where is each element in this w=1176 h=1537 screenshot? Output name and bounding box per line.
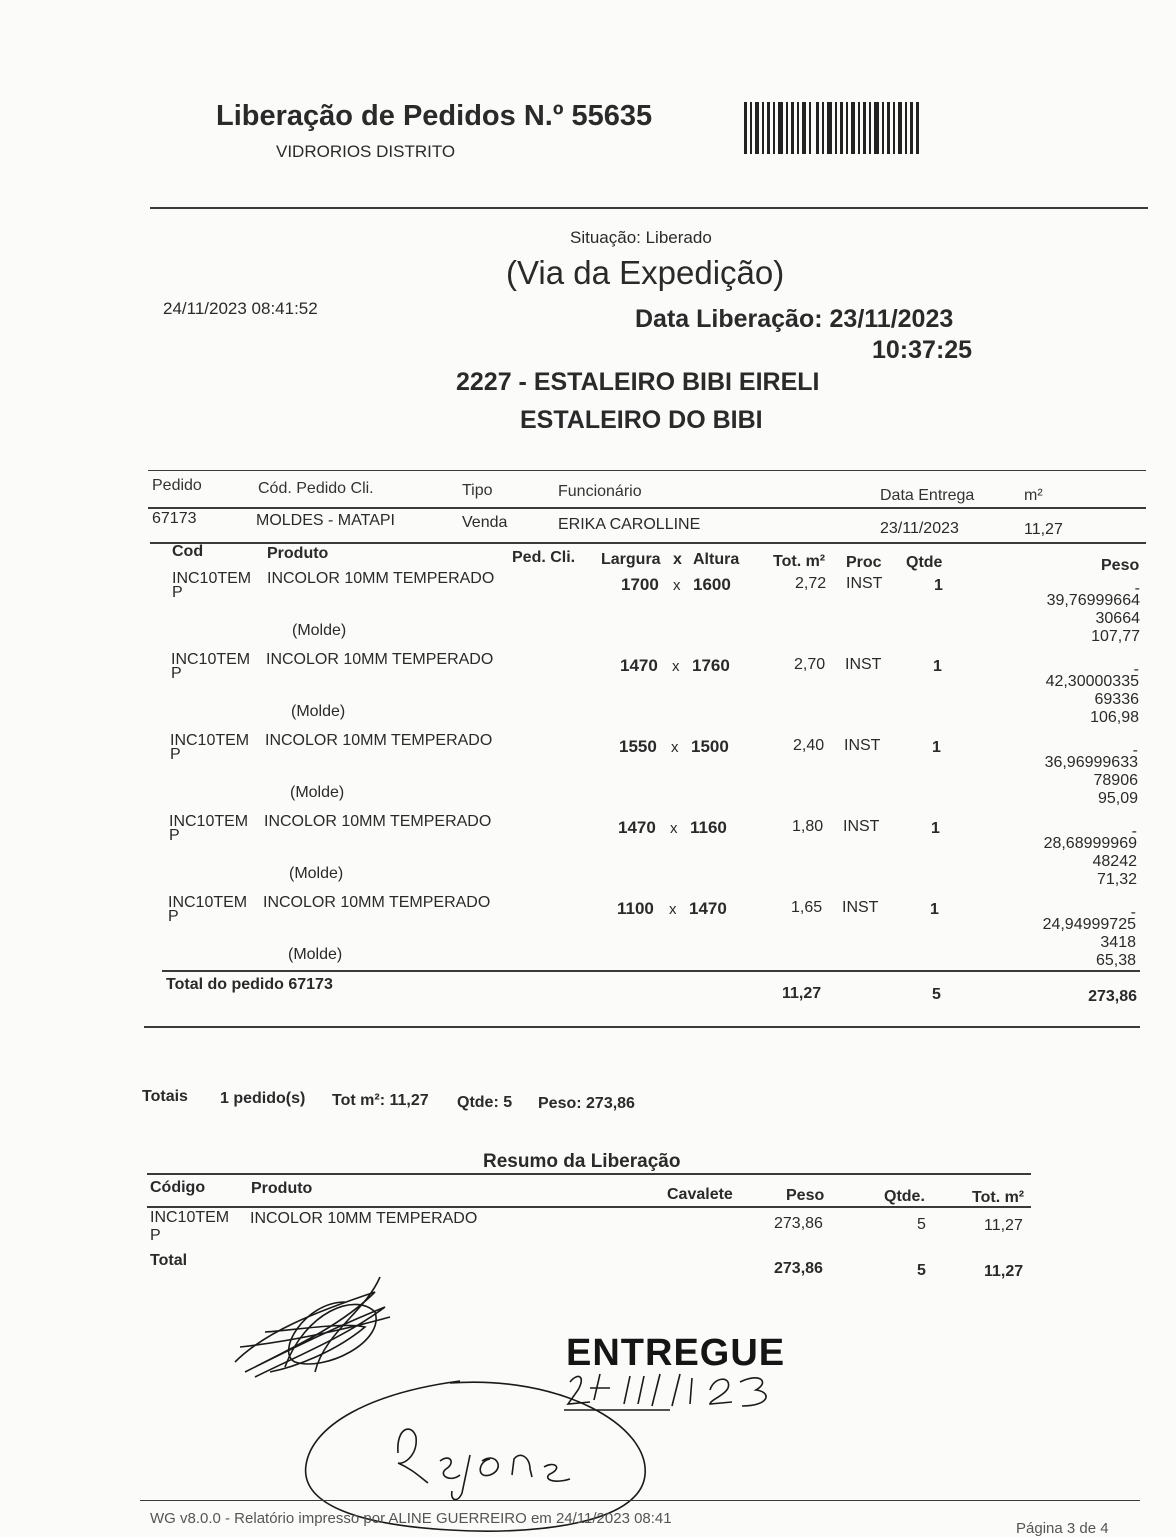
item-cod-cont: P xyxy=(169,827,180,844)
resumo-col-qtde: Qtde. xyxy=(884,1188,925,1205)
divider xyxy=(148,507,1146,509)
resumo-row-peso: 273,86 xyxy=(774,1215,823,1232)
item-produto: INCOLOR 10MM TEMPERADO xyxy=(266,651,494,668)
item-peso: - xyxy=(1134,580,1140,597)
via-label: (Via da Expedição) xyxy=(506,254,785,291)
order-total-m2: 11,27 xyxy=(782,985,822,1002)
item-peso: 71,32 xyxy=(1096,871,1137,888)
item-peso: - xyxy=(1131,823,1137,840)
item-altura: 1470 xyxy=(689,899,727,918)
order-total-qtde: 5 xyxy=(932,986,941,1003)
item-tot-m2: 1,65 xyxy=(791,899,823,916)
item-col-largura: Largura xyxy=(601,551,661,568)
item-produto: INCOLOR 10MM TEMPERADO xyxy=(265,732,493,749)
item-produto: INCOLOR 10MM TEMPERADO xyxy=(263,894,491,911)
item-col-ped-cli: Ped. Cli. xyxy=(512,549,576,566)
order-total-peso: 273,86 xyxy=(1088,988,1137,1005)
order-type: Venda xyxy=(462,514,508,531)
resumo-col-produto: Produto xyxy=(251,1180,313,1197)
item-altura: 1760 xyxy=(692,656,730,675)
client-name: 2227 - ESTALEIRO BIBI EIRELI xyxy=(456,368,820,396)
resumo-col-codigo: Código xyxy=(150,1179,206,1196)
item-qtde: 1 xyxy=(930,901,939,918)
totais-qtde: Qtde: 5 xyxy=(457,1094,513,1111)
item-col-proc: Proc xyxy=(846,554,882,571)
col-cod-pedido-cli: Cód. Pedido Cli. xyxy=(258,480,374,497)
resumo-col-peso: Peso xyxy=(786,1187,825,1204)
item-peso: 24,94999725 xyxy=(1042,916,1136,933)
item-peso: 48242 xyxy=(1092,853,1137,870)
totais-pedidos: 1 pedido(s) xyxy=(220,1090,306,1107)
item-proc: INST xyxy=(846,575,883,592)
item-molde-note: (Molde) xyxy=(290,784,345,801)
divider xyxy=(148,470,1146,471)
item-tot-m2: 2,72 xyxy=(795,575,827,592)
col-m2: m² xyxy=(1024,487,1043,504)
item-col-peso: Peso xyxy=(1101,557,1140,574)
item-peso: 30664 xyxy=(1095,610,1140,627)
item-peso: 3418 xyxy=(1100,934,1136,951)
item-largura: 1470 xyxy=(620,656,658,675)
divider xyxy=(150,207,1148,209)
item-col-produto: Produto xyxy=(267,545,329,562)
item-peso: 28,68999969 xyxy=(1043,835,1137,852)
col-funcionario: Funcionário xyxy=(558,483,642,500)
divider xyxy=(150,542,1146,544)
order-m2: 11,27 xyxy=(1024,521,1063,538)
document-title: Liberação de Pedidos N.º 55635 xyxy=(216,100,653,132)
resumo-total-tot: 11,27 xyxy=(984,1263,1024,1280)
item-qtde: 1 xyxy=(933,658,942,675)
data-liberacao: Data Liberação: 23/11/2023 xyxy=(635,305,954,333)
item-largura: 1100 xyxy=(617,899,654,918)
item-tot-m2: 2,70 xyxy=(794,656,826,673)
item-largura: 1470 xyxy=(618,818,656,837)
barcode-image xyxy=(744,102,920,156)
item-proc: INST xyxy=(845,656,882,673)
item-x: x xyxy=(672,658,680,675)
divider xyxy=(162,970,1140,972)
divider xyxy=(147,1206,1031,1208)
item-x: x xyxy=(671,739,679,756)
item-x: x xyxy=(673,577,681,594)
footer-report-info: WG v8.0.0 - Relatório impresso por ALINE GUERREIRO em 24/11/2023 08:41 xyxy=(150,1510,672,1527)
item-largura: 1700 xyxy=(621,575,659,594)
resumo-total-label: Total xyxy=(150,1252,188,1269)
resumo-total-peso: 273,86 xyxy=(774,1260,823,1277)
item-peso: - xyxy=(1130,904,1136,921)
item-x: x xyxy=(669,901,677,918)
item-x: x xyxy=(670,820,678,837)
totais-tot-m2: Tot m²: 11,27 xyxy=(332,1092,429,1109)
item-cod: INC10TEM xyxy=(168,894,248,911)
hora-liberacao: 10:37:25 xyxy=(872,336,973,364)
item-produto: INCOLOR 10MM TEMPERADO xyxy=(264,813,492,830)
item-molde-note: (Molde) xyxy=(291,703,346,720)
item-qtde: 1 xyxy=(931,820,940,837)
divider xyxy=(144,1026,1140,1028)
item-cod-cont: P xyxy=(172,584,183,601)
footer-page-number: Página 3 de 4 xyxy=(1016,1520,1109,1537)
company-name: VIDRORIOS DISTRITO xyxy=(276,142,456,161)
item-molde-note: (Molde) xyxy=(292,622,347,639)
item-col-altura: Altura xyxy=(693,551,740,568)
item-cod-cont: P xyxy=(171,665,182,682)
totais-peso: Peso: 273,86 xyxy=(538,1095,635,1112)
resumo-title: Resumo da Liberação xyxy=(483,1151,681,1172)
item-peso: - xyxy=(1133,661,1139,678)
item-qtde: 1 xyxy=(934,577,943,594)
item-tot-m2: 2,40 xyxy=(793,737,825,754)
item-peso: 65,38 xyxy=(1095,952,1136,969)
resumo-row-qtde: 5 xyxy=(917,1216,926,1233)
order-total-label: Total do pedido 67173 xyxy=(166,976,333,993)
item-proc: INST xyxy=(843,818,880,835)
item-altura: 1500 xyxy=(691,737,729,756)
divider xyxy=(147,1173,1031,1175)
divider xyxy=(140,1500,1140,1501)
item-tot-m2: 1,80 xyxy=(792,818,824,835)
order-client-code: MOLDES - MATAPI xyxy=(256,512,395,529)
resumo-row-cod-cont: P xyxy=(150,1227,161,1244)
situacao-label: Situação: Liberado xyxy=(570,228,712,247)
resumo-col-cavalete: Cavalete xyxy=(667,1186,733,1203)
item-peso: - xyxy=(1132,742,1138,759)
item-peso: 36,96999633 xyxy=(1044,754,1138,771)
item-peso: 39,76999664 xyxy=(1046,592,1140,609)
item-peso: 78906 xyxy=(1093,772,1138,789)
item-proc: INST xyxy=(844,737,881,754)
col-data-entrega: Data Entrega xyxy=(880,487,975,504)
item-altura: 1600 xyxy=(693,575,731,594)
item-col-tot-m2: Tot. m² xyxy=(773,553,826,570)
col-tipo: Tipo xyxy=(462,482,493,499)
totais-label: Totais xyxy=(142,1088,188,1105)
item-altura: 1160 xyxy=(690,818,727,837)
item-cod: INC10TEM xyxy=(170,732,250,749)
item-molde-note: (Molde) xyxy=(289,865,344,882)
item-peso: 42,30000335 xyxy=(1045,673,1139,690)
col-pedido: Pedido xyxy=(152,477,202,494)
item-proc: INST xyxy=(842,899,879,916)
item-peso: 69336 xyxy=(1094,691,1139,708)
item-molde-note: (Molde) xyxy=(288,946,343,963)
item-peso: 107,77 xyxy=(1091,628,1140,645)
client-fantasy-name: ESTALEIRO DO BIBI xyxy=(520,406,763,434)
item-produto: INCOLOR 10MM TEMPERADO xyxy=(267,570,495,587)
resumo-row-cod: INC10TEM xyxy=(150,1209,230,1226)
resumo-total-qtde: 5 xyxy=(917,1262,926,1279)
item-qtde: 1 xyxy=(932,739,941,756)
item-col-x: x xyxy=(673,551,682,568)
item-col-cod: Cod xyxy=(172,543,204,560)
item-cod: INC10TEM xyxy=(169,813,249,830)
resumo-row-tot: 11,27 xyxy=(984,1217,1023,1234)
item-cod-cont: P xyxy=(170,746,181,763)
order-employee: ERIKA CAROLLINE xyxy=(558,516,701,533)
print-datetime: 24/11/2023 08:41:52 xyxy=(163,299,318,318)
order-delivery-date: 23/11/2023 xyxy=(880,520,959,537)
resumo-row-produto: INCOLOR 10MM TEMPERADO xyxy=(250,1210,478,1227)
item-cod: INC10TEM xyxy=(171,651,251,668)
item-cod: INC10TEM xyxy=(172,570,252,587)
item-cod-cont: P xyxy=(168,908,179,925)
item-peso: 95,09 xyxy=(1097,790,1138,807)
item-largura: 1550 xyxy=(619,737,657,756)
item-peso: 106,98 xyxy=(1090,709,1139,726)
entregue-stamp: ENTREGUE xyxy=(566,1332,786,1374)
order-number: 67173 xyxy=(152,510,197,527)
resumo-col-tot-m2: Tot. m² xyxy=(972,1189,1025,1206)
item-col-qtde: Qtde xyxy=(906,554,943,571)
